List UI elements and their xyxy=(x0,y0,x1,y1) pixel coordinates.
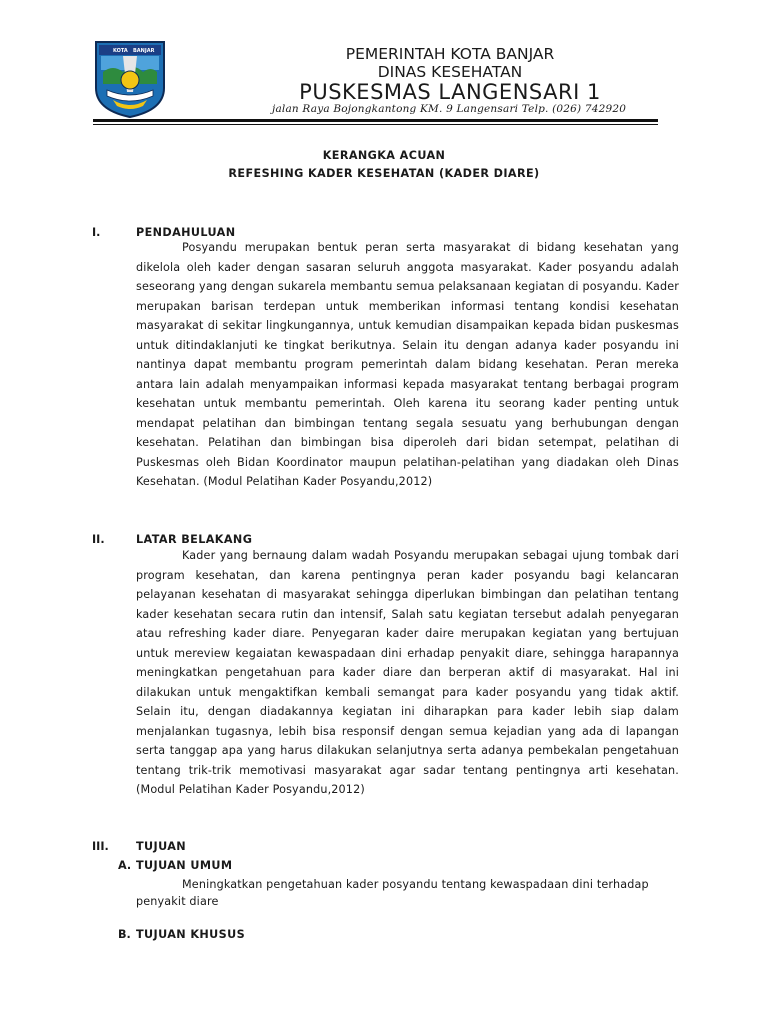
letterhead-government: PEMERINTAH KOTA BANJAR xyxy=(345,45,555,63)
section-3a-heading: TUJUAN UMUM xyxy=(136,859,233,872)
section-3a-label: A. xyxy=(118,859,132,872)
letterhead-institution: PUSKESMAS LANGENSARI 1 xyxy=(299,80,601,104)
section-3b-heading: TUJUAN KHUSUS xyxy=(136,928,246,941)
section-2-body: Kader yang bernaung dalam wadah Posyandu merupakan sebagai ujung tombak dari program kesehatan, dan karena pentingnya peran kader posyandu bagi kelancaran pelayanan kesehatan di masyarakat sehingga diperlukan bimbingan dan pelatihan tentang kader kesehatan secara rutin dan intensif, Salah satu kegiatan tersebut adalah penyegaran atau refreshing kader diare. Penyegaran kader daire merupakan kegiatan yang bertujuan untuk mereview kegaiatan kewaspadaan dini erhadap penyakit diare, sehingga harapannya meningkatkan pengetahuan para kader diare dan berperan aktif di masyarakat. Hal ini dilakukan untuk mengaktifkan kembali semangat para kader posyandu yang tidak aktif. Selain itu, dengan diadakannya kegiatan ini diharapkan para kader lebih siap dalam menjalankan tugasnya, lebih bisa responsif dengan semua kejadian yang ada di lapangan serta tanggap apa yang harus dilakukan selanjutnya serta adanya pembekalan pengetahuan tentang trik-trik memotivasi masyarakat agar sadar tentang pentingnya arti kesehatan. (Modul Pelatihan Kader Posyandu,2012) xyxy=(136,549,679,796)
letterhead-rule-thin xyxy=(93,124,658,125)
letterhead-department: DINAS KESEHATAN xyxy=(377,63,523,81)
section-3-heading: TUJUAN xyxy=(136,840,187,853)
section-2-heading: LATAR BELAKANG xyxy=(136,533,253,546)
document-subtitle: REFESHING KADER KESEHATAN (KADER DIARE) xyxy=(228,167,540,180)
section-3b-label: B. xyxy=(118,928,131,941)
section-1-heading: PENDAHULUAN xyxy=(136,226,236,239)
section-3a-body: Meningkatkan pengetahuan kader posyandu tentang kewaspadaan dini terhadap penyakit diare xyxy=(136,878,649,908)
section-1-body: Posyandu merupakan bentuk peran serta masyarakat di bidang kesehatan yang dikelola oleh kader dengan sasaran seluruh anggota masyarakat. Kader posyandu adalah seseorang yang dengan sukarela membantu semua pelaksanaan kegiatan di posyandu. Kader merupakan barisan terdepan untuk memberikan informasi tentang kondisi kesehatan masyarakat di sekitar lingkungannya, untuk kemudian disampaikan kepada bidan puskesmas untuk ditindaklanjuti ke tingkat berikutnya. Selain itu dengan adanya kader posyandu ini nantinya dapat membantu program pemerintah dalam bidang kesehatan. Peran mereka antara lain adalah menyampaikan informasi kepada masyarakat tentang berbagai program kesehatan untuk membantu pemerintah. Oleh karena itu seorang kader penting untuk mendapat pelatihan dan bimbingan tentang segala sesuatu yang berhubungan dengan kesehatan. Pelatihan dan bimbingan bisa diperoleh dari bidan setempat, pelatihan di Puskesmas oleh Bidan Koordinator maupun pelatihan-pelatihan yang diadakan oleh Dinas Kesehatan. (Modul Pelatihan Kader Posyandu,2012) xyxy=(136,241,679,488)
letterhead-address: jalan Raya Bojongkantong KM. 9 Langensari Telp. (026) 742920 xyxy=(272,103,627,115)
city-coat-of-arms-icon xyxy=(93,40,167,118)
section-2-number: II. xyxy=(92,533,105,546)
document-title: KERANGKA ACUAN xyxy=(322,149,446,162)
section-3-number: III. xyxy=(92,840,109,853)
svg-text:BANJAR: BANJAR xyxy=(133,48,155,54)
svg-text:KOTA: KOTA xyxy=(113,48,128,54)
section-1-number: I. xyxy=(92,226,101,239)
letterhead-rule-thick xyxy=(93,119,658,122)
